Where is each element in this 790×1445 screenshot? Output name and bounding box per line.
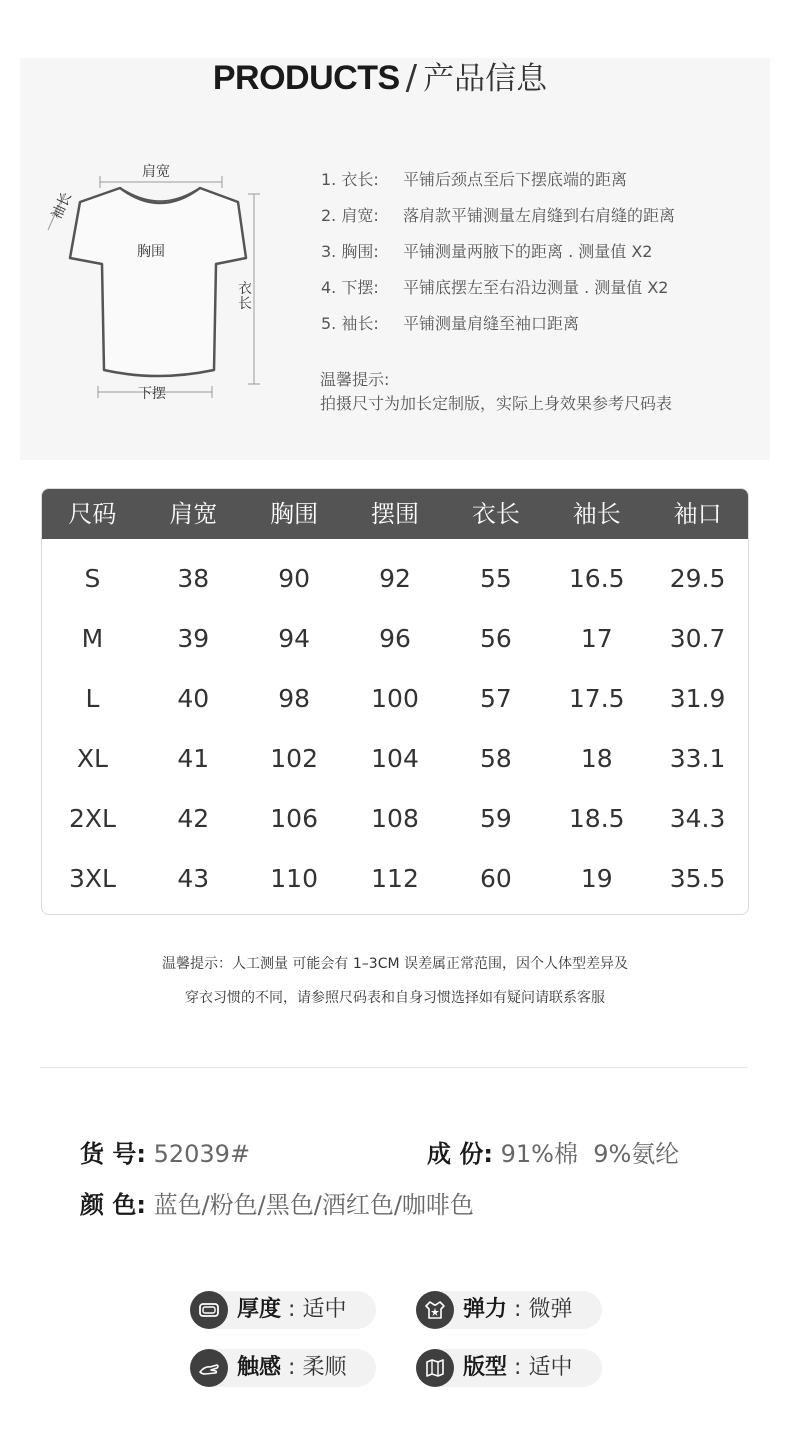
measurement-number: 1. 衣长: [321, 170, 379, 189]
list-item [321, 274, 761, 310]
feature-separator: : [288, 1297, 296, 1322]
table-cell: 55 [479, 564, 512, 593]
column-header: 摆围 [371, 500, 419, 528]
table-row [42, 734, 748, 794]
feature-key: 触感 [237, 1355, 282, 1380]
item-number-key: 货 号: [80, 1140, 146, 1168]
measurement-desc: 平铺测量肩缝至袖口距离 [403, 314, 580, 333]
tip-title: 温馨提示: [320, 370, 390, 389]
table-body [42, 539, 748, 914]
tip-block [320, 368, 672, 416]
feature-thickness [190, 1291, 376, 1329]
table-cell: M [81, 624, 104, 653]
feature-touch [190, 1349, 376, 1387]
measurement-list [321, 166, 761, 346]
elasticity-icon [416, 1291, 454, 1329]
table-row [42, 854, 748, 914]
material [427, 1138, 679, 1170]
fit-icon [416, 1349, 454, 1387]
color-key: 颜 色: [80, 1191, 146, 1219]
feature-key: 弹力 [463, 1297, 508, 1322]
feature-separator: : [514, 1297, 522, 1322]
table-cell: 98 [278, 684, 311, 713]
table-cell: XL [76, 744, 108, 773]
shoulder-label: 肩宽 [142, 164, 170, 180]
table-row [42, 554, 748, 614]
notice-line-1: 温馨提示：人工测量 可能会有 1–3CM 误差属正常范围，因个人体型差异及 [161, 956, 629, 972]
table-header [42, 489, 748, 539]
title-en: PRODUCTS [212, 59, 400, 97]
column-header: 胸围 [270, 500, 319, 528]
measurement-number: 5. 袖长: [321, 314, 379, 333]
feature-key: 版型 [463, 1355, 508, 1380]
column-header: 肩宽 [169, 500, 218, 528]
table-cell: 39 [177, 624, 210, 653]
measurement-desc: 平铺后颈点至后下摆底端的距离 [403, 170, 628, 189]
table-cell: 90 [278, 564, 311, 593]
feature-text [463, 1349, 572, 1387]
table-cell: 17.5 [568, 684, 625, 713]
title-cn: 产品信息 [423, 61, 548, 97]
column-header: 尺码 [68, 500, 117, 528]
chest-label: 胸围 [137, 244, 165, 260]
table-cell: 17 [580, 624, 613, 653]
table-cell: 112 [371, 864, 419, 893]
feature-value: 微弹 [528, 1297, 573, 1322]
table-cell: 106 [270, 804, 318, 833]
table-cell: 40 [177, 684, 210, 713]
feature-text [237, 1349, 346, 1387]
feature-key: 厚度 [237, 1297, 282, 1322]
feature-text [237, 1291, 346, 1329]
column-header: 袖长 [572, 500, 621, 528]
section-divider [40, 1067, 748, 1068]
notice-line-2: 穿衣习惯的不同，请参照尺码表和自身习惯选择如有疑问请联系客服 [185, 990, 605, 1006]
table-cell: 43 [177, 864, 210, 893]
sleeve-label: 袖长 [48, 189, 76, 223]
table-cell: 56 [479, 624, 512, 653]
measurement-number: 3. 胸围: [321, 242, 379, 261]
measurement-number: 4. 下摆: [321, 278, 379, 297]
touch-icon [190, 1349, 228, 1387]
table-cell: 34.3 [669, 804, 726, 833]
table-cell: 41 [177, 744, 210, 773]
table-cell: 31.9 [669, 684, 726, 713]
colors [80, 1189, 474, 1221]
list-item [321, 310, 761, 346]
table-cell: 92 [379, 564, 411, 593]
table-cell: 19 [580, 864, 613, 893]
table-cell: 16.5 [568, 564, 625, 593]
length-label: 衣长 [238, 281, 252, 312]
table-cell: S [84, 564, 101, 593]
table-cell: 42 [177, 804, 210, 833]
table-cell: 94 [278, 624, 311, 653]
material-key: 成 份: [427, 1140, 493, 1168]
item-number-value: 52039# [153, 1140, 251, 1168]
column-header: 衣长 [471, 500, 520, 528]
tip-text: 拍摄尺寸为加长定制版，实际上身效果参考尺码表 [320, 394, 673, 413]
table-cell: 30.7 [669, 624, 726, 653]
page-title [0, 58, 760, 99]
feature-value: 适中 [528, 1355, 573, 1380]
column-header: 袖口 [673, 500, 722, 528]
item-number [80, 1138, 250, 1170]
measurement-number: 2. 肩宽: [321, 206, 379, 225]
tshirt-diagram [42, 160, 282, 410]
table-cell: 18.5 [568, 804, 625, 833]
feature-separator: : [514, 1355, 522, 1380]
feature-text [463, 1291, 572, 1329]
feature-value: 适中 [302, 1297, 347, 1322]
feature-separator: : [288, 1355, 296, 1380]
table-cell: 60 [479, 864, 512, 893]
feature-fit [416, 1349, 602, 1387]
table-cell: 38 [177, 564, 210, 593]
table-cell: 102 [270, 744, 318, 773]
table-cell: 96 [379, 624, 411, 653]
table-cell: 57 [479, 684, 512, 713]
table-cell: 104 [371, 744, 419, 773]
table-cell: L [85, 684, 100, 713]
table-cell: 2XL [68, 804, 116, 833]
title-separator: / [405, 58, 418, 98]
table-row [42, 674, 748, 734]
table-cell: 3XL [68, 864, 116, 893]
table-cell: 110 [270, 864, 318, 893]
table-cell: 35.5 [669, 864, 726, 893]
thickness-icon [190, 1291, 228, 1329]
table-cell: 100 [371, 684, 419, 713]
color-value: 蓝色/粉色/黑色/酒红色/咖啡色 [153, 1191, 474, 1219]
table-cell: 33.1 [669, 744, 726, 773]
table-row [42, 614, 748, 674]
table-cell: 108 [371, 804, 419, 833]
feature-value: 柔顺 [302, 1355, 347, 1380]
measurement-desc: 落肩款平铺测量左肩缝到右肩缝的距离 [403, 206, 676, 225]
table-row [42, 794, 748, 854]
list-item [321, 166, 761, 202]
hem-label: 下摆 [138, 386, 166, 402]
table-cell: 29.5 [669, 564, 726, 593]
measurement-desc: 平铺测量两腋下的距离 . 测量值 X2 [403, 242, 653, 261]
list-item [321, 202, 761, 238]
table-cell: 58 [479, 744, 512, 773]
material-value: 91%棉 9%氨纶 [500, 1140, 680, 1168]
list-item [321, 238, 761, 274]
size-table [41, 488, 749, 915]
table-cell: 18 [580, 744, 613, 773]
table-cell: 59 [479, 804, 512, 833]
measurement-desc: 平铺底摆左至右沿边测量 . 测量值 X2 [403, 278, 669, 297]
feature-elasticity [416, 1291, 602, 1329]
